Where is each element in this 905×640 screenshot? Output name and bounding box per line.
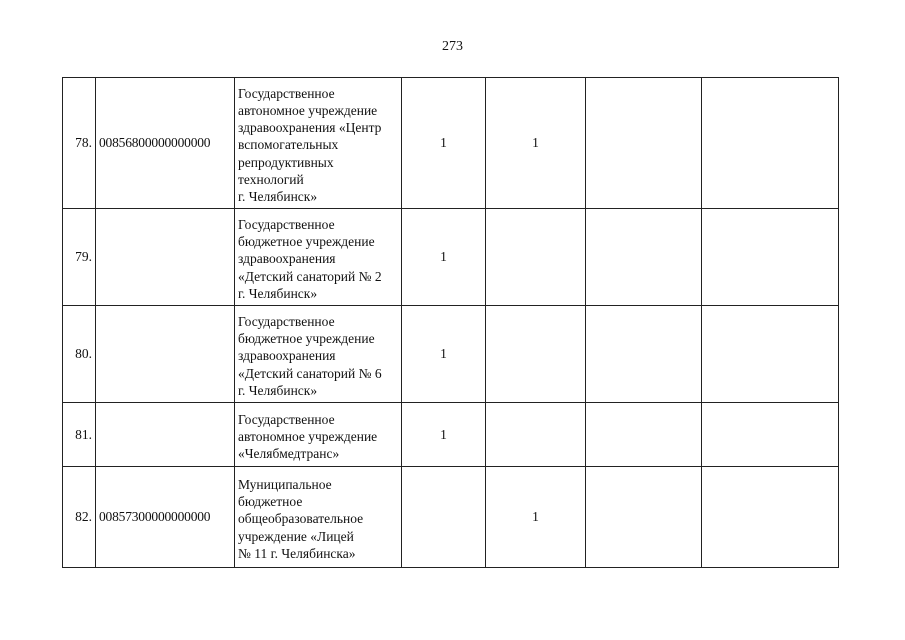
value-cell-3 [586, 467, 702, 568]
value-cell-2: 1 [486, 78, 586, 209]
name-line-text: автономное учреждение [238, 102, 378, 118]
value-cell-4 [702, 209, 839, 306]
name-line: Государственное [238, 216, 335, 232]
name-line: Муниципальное [238, 476, 332, 492]
institution-name [235, 306, 402, 403]
name-line: «Челябмедтранс» [238, 446, 340, 462]
value-cell-2 [486, 306, 586, 403]
row-number: 82. [63, 467, 96, 568]
row-number: 80. [63, 306, 96, 403]
value-cell-4 [702, 306, 839, 403]
name-line: «Детский санаторий № 6 [238, 365, 382, 381]
value-cell-1: 1 [402, 209, 486, 306]
registry-code: 00856800000000000 [96, 78, 235, 209]
value-cell-2 [486, 403, 586, 467]
name-line: здравоохранения «Центр [238, 120, 382, 136]
name-line: г. Челябинск» [238, 285, 318, 301]
name-line: г. Челябинск» [238, 382, 318, 398]
name-line: технологий [238, 171, 304, 187]
name-line: здравоохранения [238, 251, 336, 267]
name-line: автономное учреждение [238, 428, 378, 444]
name-line: Государственное [238, 85, 335, 101]
name-line: г. Челябинск» [238, 189, 318, 204]
name-line: вспомогательных [238, 137, 339, 153]
name-line: Государственное [238, 313, 335, 329]
name-line: бюджетное [238, 494, 303, 510]
value-cell-3 [586, 306, 702, 403]
value-cell-1: 1 [402, 306, 486, 403]
name-line: учреждение «Лицей [238, 528, 354, 544]
row-number: 79. [63, 209, 96, 306]
institution-name [235, 78, 402, 209]
institution-name [235, 209, 402, 306]
table-row [63, 78, 839, 209]
value-cell-4 [702, 78, 839, 209]
registry-code: 00857300000000000 [96, 467, 235, 568]
value-cell-3 [586, 209, 702, 306]
value-cell-1: 1 [402, 403, 486, 467]
name-line: общеобразовательное [238, 511, 364, 527]
table-row [63, 403, 839, 467]
institutions-table [62, 77, 839, 568]
value-cell-1 [402, 467, 486, 568]
row-number: 81. [63, 403, 96, 467]
page-number: 273 [442, 39, 463, 54]
institution-name [235, 467, 402, 568]
value-cell-1: 1 [402, 78, 486, 209]
value-cell-4 [702, 467, 839, 568]
value-cell-2 [486, 209, 586, 306]
name-line: репродуктивных [238, 154, 334, 170]
name-line: бюджетное учреждение [238, 234, 375, 250]
name-line [238, 102, 399, 119]
name-line: «Детский санаторий № 2 [238, 268, 382, 284]
name-line: бюджетное учреждение [238, 331, 375, 347]
name-line: Государственное [238, 411, 335, 427]
value-cell-3 [586, 403, 702, 467]
name-line: № 11 г. Челябинска» [238, 545, 356, 561]
registry-code [96, 403, 235, 467]
registry-code [96, 209, 235, 306]
institution-name [235, 403, 402, 467]
value-cell-2: 1 [486, 467, 586, 568]
table-row [63, 306, 839, 403]
value-cell-3 [586, 78, 702, 209]
registry-code [96, 306, 235, 403]
table-row [63, 209, 839, 306]
table-row [63, 467, 839, 568]
row-number: 78. [63, 78, 96, 209]
name-line: здравоохранения [238, 348, 336, 364]
value-cell-4 [702, 403, 839, 467]
